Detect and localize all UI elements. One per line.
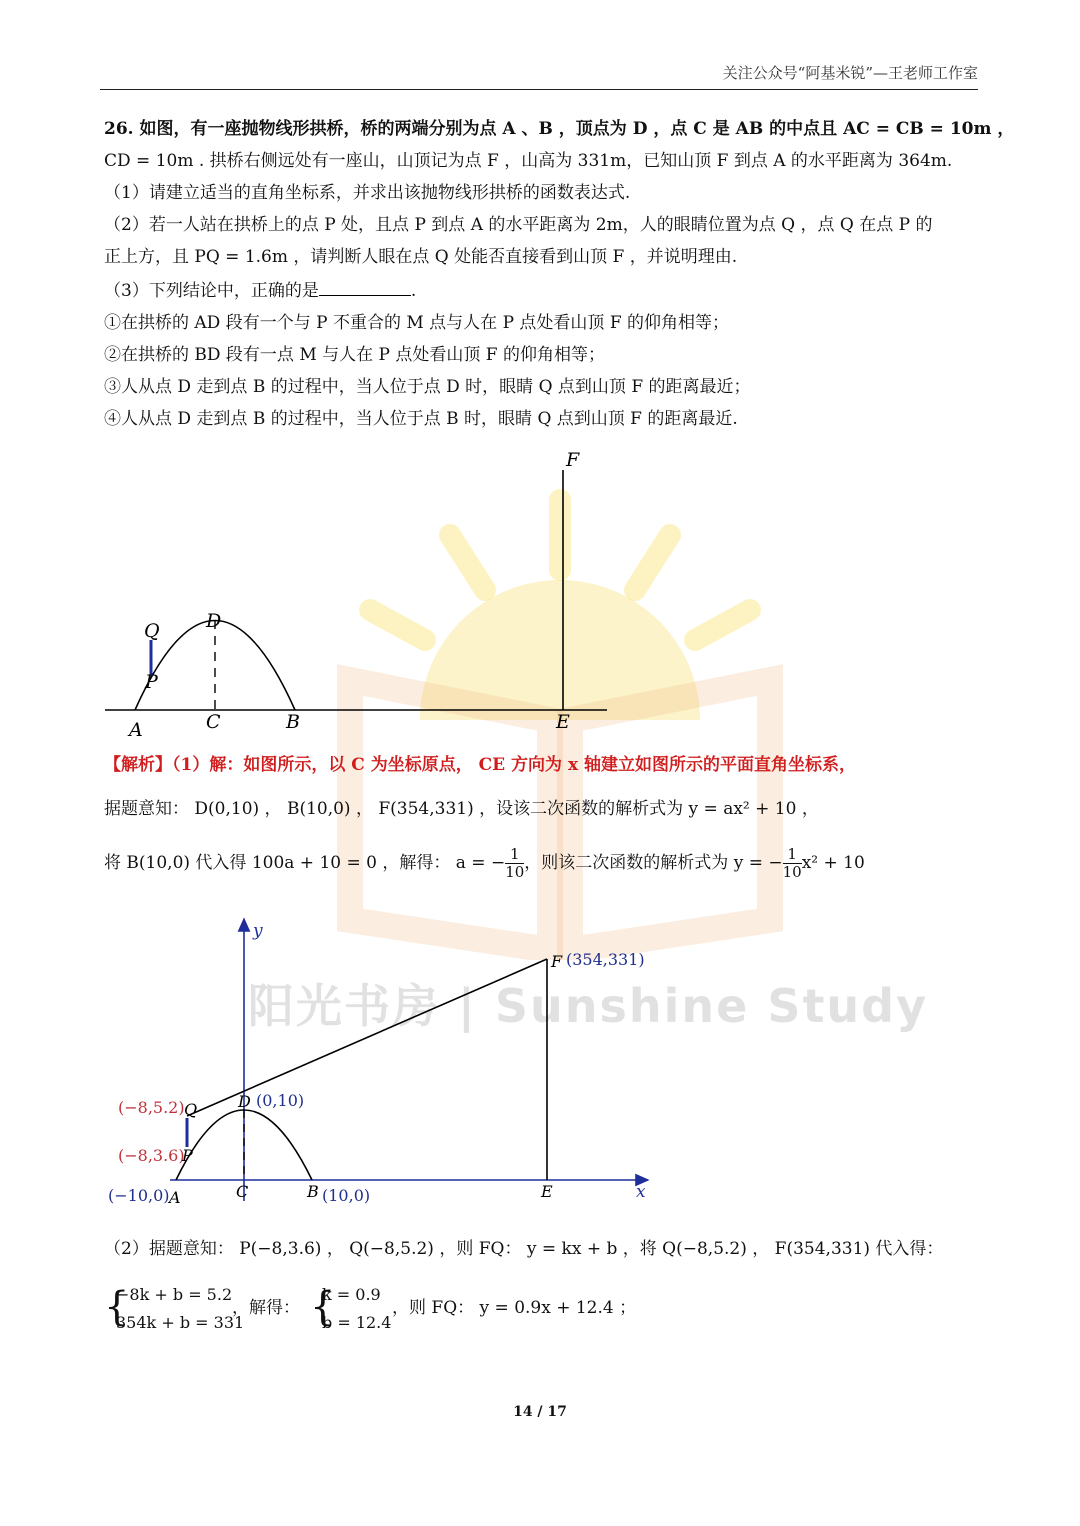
equation-2: 354k + b = 331: [116, 1313, 245, 1332]
solution-line-4: （2）据题意知： P(−8,3.6) ， Q(−8,5.2) ，则 FQ： y = kx + b ，将 Q(−8,5.2) ， F(354,331) 代入得：: [104, 1239, 944, 1259]
solve-text: ，解得：: [232, 1298, 300, 1318]
brace-left-1: {: [104, 1284, 130, 1330]
solution-line-1: [104, 754, 856, 776]
option-2: ②在拱桥的 BD 段有一点 M 与人在 P 点处看山顶 F 的仰角相等；: [104, 345, 605, 365]
solution-line-5: ，则 FQ： y = 0.9x + 12.4 ；: [392, 1298, 637, 1318]
coord-Q: (−8,5.2): [118, 1098, 185, 1117]
problem-line-1: 26. 如图，有一座抛物线形拱桥，桥的两端分别为点 A 、B ，顶点为 D ，点 C 是 AB 的中点且 AC = CB = 10m ，: [104, 119, 1015, 139]
fraction-1-den: 10: [505, 863, 525, 881]
label-E: E: [556, 711, 570, 733]
label-B: B: [286, 711, 300, 733]
problem-line-3: （1）请建立适当的直角坐标系，并求出该抛物线形拱桥的函数表达式.: [104, 183, 631, 203]
coord-F: (354,331): [566, 950, 645, 969]
solution-line-2: 据题意知： D(0,10) ， B(10,0) ， F(354,331) ，设该二次函数的解析式为 y = ax² + 10 ，: [104, 799, 819, 819]
solution-tag: 【解析】: [104, 755, 172, 775]
result-k: k = 0.9: [322, 1285, 381, 1304]
coord-A: (−10,0): [108, 1186, 170, 1205]
answer-blank: [319, 281, 411, 296]
label-D: D: [206, 610, 222, 632]
label-A2: A: [169, 1188, 181, 1207]
page-header: 关注公众号“阿基米锐”—王老师工作室: [100, 62, 978, 90]
label-C2: C: [236, 1182, 249, 1201]
axis-label-x: x: [636, 1182, 646, 1202]
label-A: A: [129, 719, 143, 741]
label-E2: E: [541, 1182, 553, 1201]
fraction-2-den: 10: [782, 863, 802, 881]
problem-line-5: 正上方，且 PQ = 1.6m ，请判断人眼在点 Q 处能否直接看到山顶 F ，并说明理由.: [104, 247, 738, 267]
fraction-2: [783, 846, 802, 881]
solution-3a: 将 B(10,0) 代入得 100a + 10 = 0 ，解得： a = −: [104, 853, 506, 873]
brace-left-2: {: [310, 1284, 336, 1330]
solution-line-3: [104, 846, 865, 881]
question-3-text: （3）下列结论中，正确的是: [104, 281, 319, 301]
equation-1: −8k + b = 5.2: [116, 1285, 233, 1304]
option-1: ①在拱桥的 AD 段有一个与 P 不重合的 M 点与人在 P 点处看山顶 F 的仰角相等；: [104, 313, 730, 333]
fraction-1-num: 1: [505, 846, 524, 864]
label-Q: Q: [144, 620, 160, 642]
coord-P: (−8,3.6): [118, 1146, 185, 1165]
problem-line-2: CD = 10m . 拱桥右侧远处有一座山，山顶记为点 F ，山高为 331m，已知山顶 F 到点 A 的水平距离为 364m.: [104, 151, 953, 171]
axis-label-y: y: [253, 921, 263, 941]
question-3-end: .: [410, 281, 417, 301]
watermark-text: 阳光书房 | Sunshine Study: [248, 979, 929, 1033]
figure-2-coordinate-diagram: [0, 905, 1080, 1215]
fraction-1: [505, 846, 524, 881]
option-4: ④人从点 D 走到点 B 的过程中，当人位于点 B 时，眼睛 Q 点到山顶 F 的距离最近.: [104, 409, 738, 429]
figure-1-diagram: [0, 440, 1080, 750]
solution-step-1: （1）解：如图所示，以 C 为坐标原点， CE 方向为 x 轴建立如图所示的平面直角坐标系，: [172, 755, 856, 775]
result-b: b = 12.4: [322, 1313, 392, 1332]
problem-line-6: [104, 280, 416, 302]
problem-line-4: （2）若一人站在拱桥上的点 P 处，且点 P 到点 A 的水平距离为 2m，人的眼睛位置为点 Q ，点 Q 在点 P 的: [104, 215, 933, 235]
label-Q2: Q: [184, 1100, 198, 1119]
label-F: F: [566, 449, 580, 471]
fraction-2-num: 1: [783, 846, 802, 864]
label-P2: P: [182, 1146, 193, 1165]
solution-3c: x² + 10: [801, 853, 865, 873]
label-P: P: [145, 671, 158, 693]
label-C: C: [206, 711, 221, 733]
coord-B: (10,0): [322, 1186, 371, 1205]
option-3: ③人从点 D 走到点 B 的过程中，当人位于点 D 时，眼睛 Q 点到山顶 F 的距离最近；: [104, 377, 751, 397]
solution-3b: ，则该二次函数的解析式为 y = −: [524, 853, 783, 873]
coord-D: (0,10): [256, 1091, 305, 1110]
label-B2: B: [307, 1182, 319, 1201]
label-D2: D: [238, 1092, 251, 1111]
label-F2: F: [551, 952, 563, 971]
page-number: 14 / 17: [513, 1404, 567, 1420]
